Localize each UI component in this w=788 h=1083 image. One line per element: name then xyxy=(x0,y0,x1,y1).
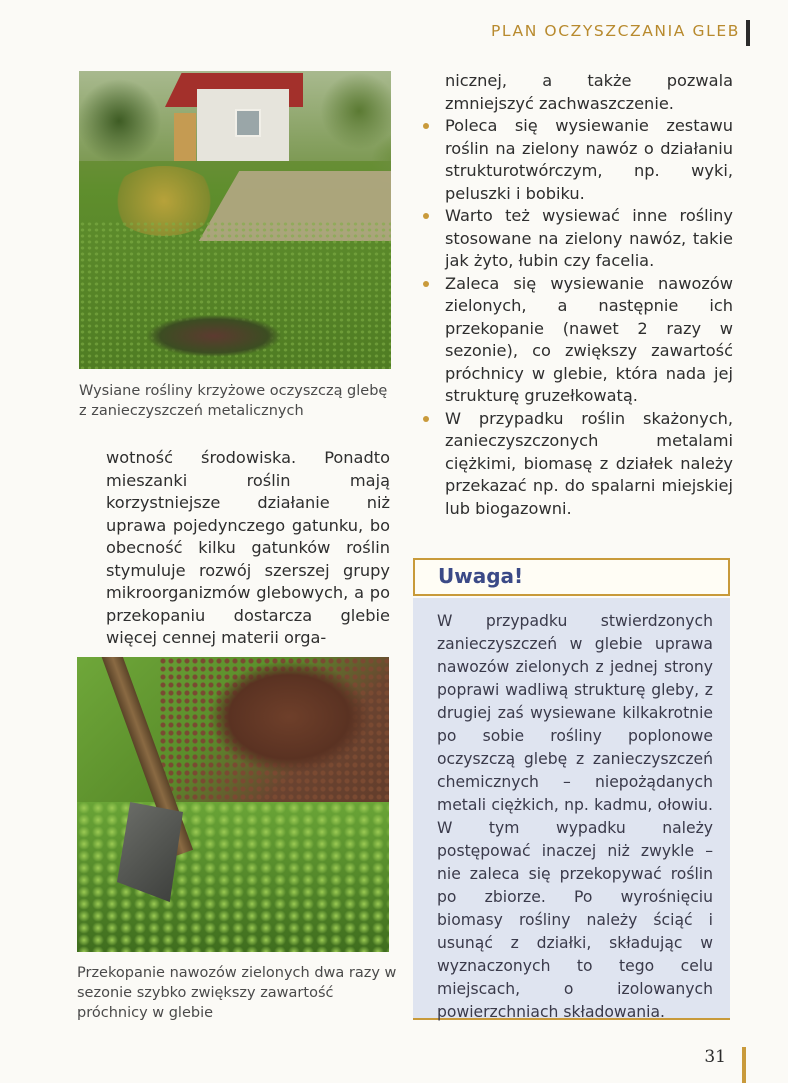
page-number: 31 xyxy=(704,1047,726,1067)
footer-rule xyxy=(742,1047,746,1083)
photo-soil xyxy=(159,657,389,817)
running-header: PLAN OCZYSZCZANIA GLEB xyxy=(490,22,740,40)
list-item: Warto też wysiewać inne rośliny stosowane na zielony nawóz, takie jak żyto, łubin czy facelia. xyxy=(445,205,733,273)
right-column xyxy=(445,70,733,520)
list-item: W przypadku roślin skażonych, zanieczyszczonych metalami ciężkimi, biomasę z działek należy przekazać np. do spalarni miejskiej lub biogazowni. xyxy=(445,408,733,521)
photo-caption-2: Przekopanie nawozów zielonych dwa razy w sezonie szybko zwiększy zawartość próchnicy w glebie xyxy=(77,965,397,1021)
list-item: Poleca się wysiewanie zestawu roślin na zielony nawóz o działaniu strukturotwórczym, np. wyki, peluszki i bobiku. xyxy=(445,115,733,205)
photo-beet-plants xyxy=(119,306,309,366)
recommendation-list xyxy=(445,115,733,520)
note-text: W przypadku stwierdzonych zanieczyszczeń w glebie uprawa nawozów zielonych z jednej strony poprawi wadliwą strukturę gleby, z drugiej zaś wysiewane kilkakrotnie po sobie rośliny poplonowe oczyszczą glebę z zanieczyszczeń chemicznych – niepożądanych metali ciężkich, np. kadmu, ołowiu. W tym wypadku należy postępować inaczej niż zwykle – nie zaleca się przekopywać roślin po zbiorze. Po wyrośnięciu biomasy rośliny należy ściąć i usunąć z działki, składując w wyznaczonych to tego celu miejscach, o izolowanych powierzchniach składowania. xyxy=(437,612,713,1021)
garden-photo xyxy=(79,71,391,369)
note-title: Uwaga! xyxy=(438,564,524,588)
note-box xyxy=(413,558,730,1020)
photo-house-window xyxy=(235,109,261,137)
list-item: Zaleca się wysiewanie nawozów zielonych, a następnie ich przekopanie (nawet 2 razy w sezonie), co zwiększy zawartość próchnicy w glebie, która nada jej strukturę gruzełkowatą. xyxy=(445,273,733,408)
digging-photo xyxy=(77,657,389,952)
note-body xyxy=(413,598,730,1020)
note-header xyxy=(413,558,730,596)
photo-caption-1: Wysiane rośliny krzyżowe oczyszczą glebę z zanieczyszczeń metalicznych xyxy=(79,383,388,419)
header-rule xyxy=(746,20,750,46)
photo-house-door xyxy=(174,113,196,161)
left-column-text: wotność środowiska. Ponadto mieszanki roślin mają korzystniejsze działanie niż uprawa pojedynczego gatunku, bo obecność kilku gatunków roślin stymuluje rozwój szerszej grupy mikroorganizmów glebowych, a po przekopaniu dostarcza glebie więcej cennej materii orga- xyxy=(106,448,390,647)
right-column-intro: nicznej, a także pozwala zmniejszyć zachwaszczenie. xyxy=(445,71,733,113)
